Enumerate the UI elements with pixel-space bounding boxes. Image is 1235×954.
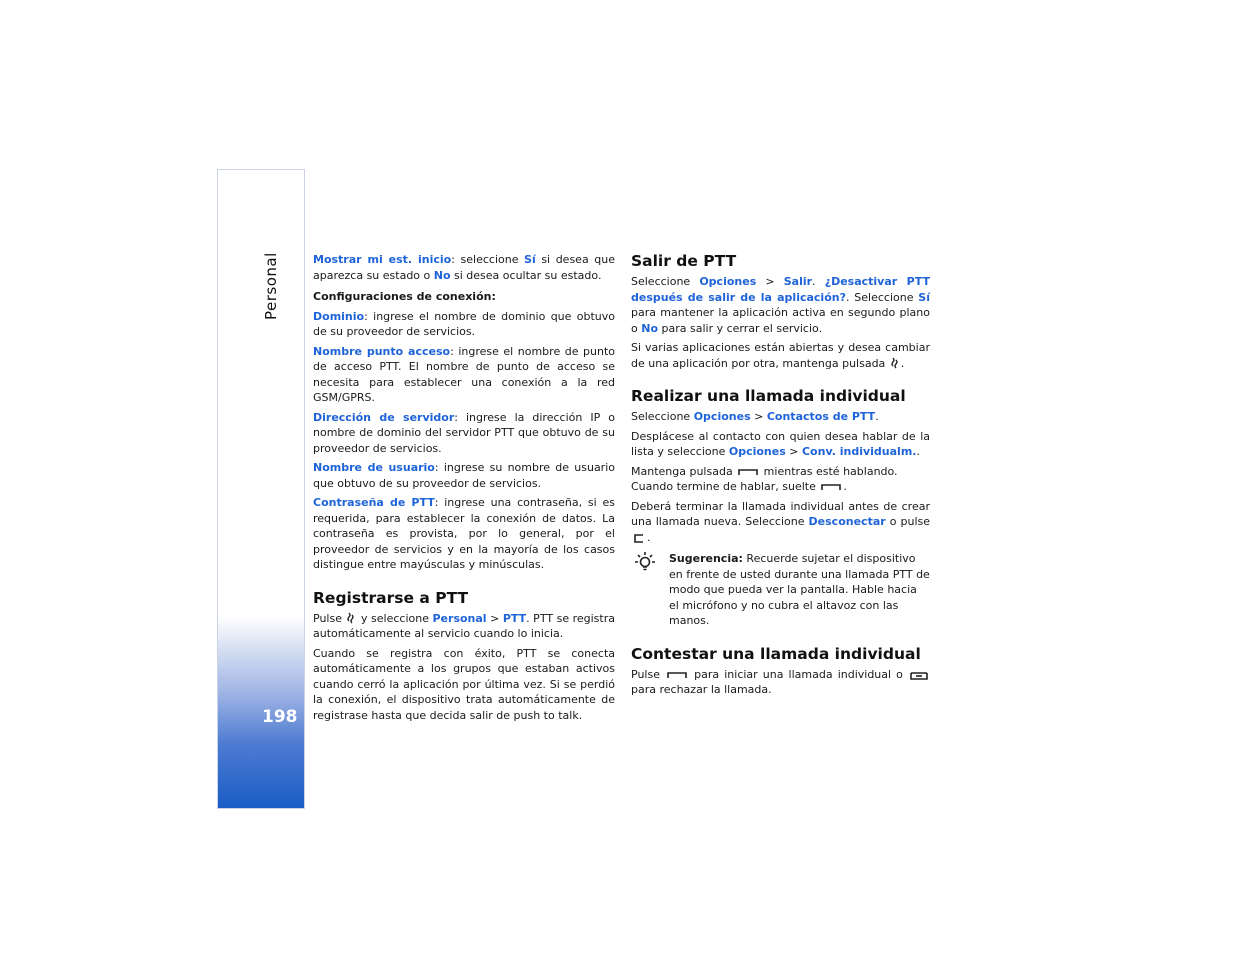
tip-label: Sugerencia: bbox=[669, 552, 743, 565]
text: Si varias aplicaciones están abiertas y desea cambiar de una aplicación por otra, mantenga pulsada bbox=[631, 341, 930, 370]
option-link: No bbox=[433, 268, 451, 282]
paragraph-mostrar bbox=[313, 252, 615, 283]
text: . bbox=[843, 480, 847, 493]
clear-key-icon bbox=[631, 532, 647, 544]
text: Pulse bbox=[631, 667, 666, 681]
text: : ingrese una contraseña, si es requerida, para establecer la conexión de datos. La contraseña es provista, por lo general, por el proveedor de servicios y en la mayoría de los casos distingue entre mayúsculas y minúsculas. bbox=[313, 496, 615, 571]
option-link: Opciones bbox=[728, 445, 786, 458]
menu-key-icon bbox=[345, 612, 357, 626]
option-link: Desconectar bbox=[808, 515, 886, 528]
text: : ingrese su nombre de usuario que obtuvo de su proveedor de servicios. bbox=[313, 461, 615, 490]
text: . bbox=[647, 530, 651, 544]
option-link: PTT bbox=[502, 611, 527, 625]
text: . PTT se registra automáticamente al servicio cuando lo inicia. bbox=[313, 611, 615, 640]
text: Mantenga pulsada bbox=[631, 464, 737, 478]
lightbulb-icon bbox=[631, 551, 659, 575]
text: : ingrese la dirección IP o nombre de dominio del servidor PTT que obtuvo de su proveedor de servicios. bbox=[313, 410, 615, 455]
paragraph-punto bbox=[313, 344, 615, 406]
paragraph-usuario bbox=[313, 460, 615, 491]
option-link: Sí bbox=[918, 290, 930, 304]
text: Seleccione bbox=[631, 410, 694, 423]
text: : seleccione bbox=[451, 253, 525, 266]
paragraph-realizar-4 bbox=[631, 499, 930, 546]
text: para rechazar la llamada. bbox=[631, 683, 772, 696]
option-link: ¿Desactivar PTT después de salir de la aplicación? bbox=[631, 275, 930, 304]
heading-realizar: Realizar una llamada individual bbox=[631, 387, 906, 405]
end-call-key-icon bbox=[908, 669, 930, 681]
tip-text bbox=[669, 551, 930, 629]
text: > bbox=[750, 410, 767, 423]
paragraph-realizar-1 bbox=[631, 409, 930, 425]
text: o pulse bbox=[885, 515, 931, 528]
text: Deberá terminar la llamada individual antes de crear una llamada nueva. Seleccione bbox=[631, 499, 930, 528]
option-link: Nombre punto acceso bbox=[313, 344, 451, 358]
paragraph-registrarse-2: Cuando se registra con éxito, PTT se conecta automáticamente a los grupos que estaban activos cuando cerró la aplicación por última vez. Si se perdió la conexión, el dispositivo trata automáticamente de registrase hasta que decida salir de push to talk. bbox=[313, 646, 615, 722]
text: Recuerde sujetar el dispositivo en frente de usted durante una llamada PTT de modo que pueda ver la pantalla. Hable hacia el micrófono y no cubra el altavoz con las manos. bbox=[669, 552, 930, 627]
text: . bbox=[916, 445, 920, 458]
text: Seleccione bbox=[631, 275, 700, 288]
option-link: Contraseña de PTT bbox=[313, 496, 435, 509]
text: si desea que aparezca su estado o bbox=[313, 253, 615, 282]
heading-contestar: Contestar una llamada individual bbox=[631, 644, 921, 663]
text: : ingrese el nombre de punto de acceso PTT. El nombre de punto de acceso se necesita para establecer una conexión a la red GSM/GPRS. bbox=[313, 344, 615, 404]
paragraph-salir-2 bbox=[631, 340, 930, 371]
paragraph-contrasena bbox=[313, 495, 615, 573]
text: . Seleccione bbox=[845, 290, 919, 304]
menu-key-icon bbox=[889, 357, 901, 371]
heading-salir: Salir de PTT bbox=[631, 252, 737, 270]
ptt-key-icon bbox=[819, 481, 843, 493]
right-column bbox=[631, 252, 930, 702]
option-link: Dominio bbox=[313, 309, 365, 323]
conn-heading: Configuraciones de conexión: bbox=[313, 290, 496, 303]
paragraph-servidor bbox=[313, 410, 615, 457]
option-link: No bbox=[641, 321, 658, 335]
text: mientras esté hablando. bbox=[760, 464, 898, 478]
section-label: Personal bbox=[262, 252, 280, 320]
text: : ingrese el nombre de dominio que obtuvo de su proveedor de servicios. bbox=[313, 309, 615, 338]
text: para mantener la aplicación activa en segundo plano o bbox=[631, 306, 930, 335]
paragraph-realizar-2 bbox=[631, 429, 930, 460]
paragraph-dominio bbox=[313, 309, 615, 340]
paragraph-registrarse-1 bbox=[313, 611, 615, 642]
paragraph-realizar-3 bbox=[631, 464, 930, 495]
text: . bbox=[875, 410, 879, 423]
option-link: Nombre de usuario bbox=[313, 461, 435, 474]
text: y seleccione bbox=[357, 611, 433, 625]
text: . bbox=[812, 275, 825, 288]
option-link: Contactos de PTT bbox=[766, 410, 876, 423]
option-link: Opciones bbox=[693, 410, 751, 423]
text: . bbox=[900, 356, 905, 370]
paragraph-salir-1 bbox=[631, 274, 930, 336]
paragraph-contestar bbox=[631, 667, 930, 698]
text: para iniciar una llamada individual o bbox=[689, 667, 908, 681]
ptt-key-icon bbox=[736, 466, 760, 478]
option-link: Sí bbox=[524, 253, 536, 266]
text: si desea ocultar su estado. bbox=[450, 268, 602, 282]
option-link: Salir bbox=[783, 275, 813, 288]
left-column bbox=[313, 252, 615, 727]
option-link: Opciones bbox=[699, 275, 757, 288]
text: Desplácese al contacto con quien desea hablar de la lista y seleccione bbox=[631, 429, 930, 458]
option-link: Personal bbox=[432, 611, 487, 625]
text: para salir y cerrar el servicio. bbox=[658, 321, 823, 335]
page-number: 198 bbox=[262, 707, 298, 727]
text: > bbox=[785, 445, 802, 458]
option-link: Mostrar mi est. inicio bbox=[313, 253, 452, 266]
text: Cuando termine de hablar, suelte bbox=[631, 480, 820, 493]
option-link: Conv. individualm. bbox=[801, 445, 917, 458]
option-link: Dirección de servidor bbox=[313, 410, 455, 424]
ptt-key-icon bbox=[665, 669, 689, 681]
text: > bbox=[756, 275, 784, 288]
tip-box bbox=[631, 551, 930, 629]
text: Pulse bbox=[313, 611, 346, 625]
text: > bbox=[486, 611, 503, 625]
heading-registrarse: Registrarse a PTT bbox=[313, 588, 469, 607]
